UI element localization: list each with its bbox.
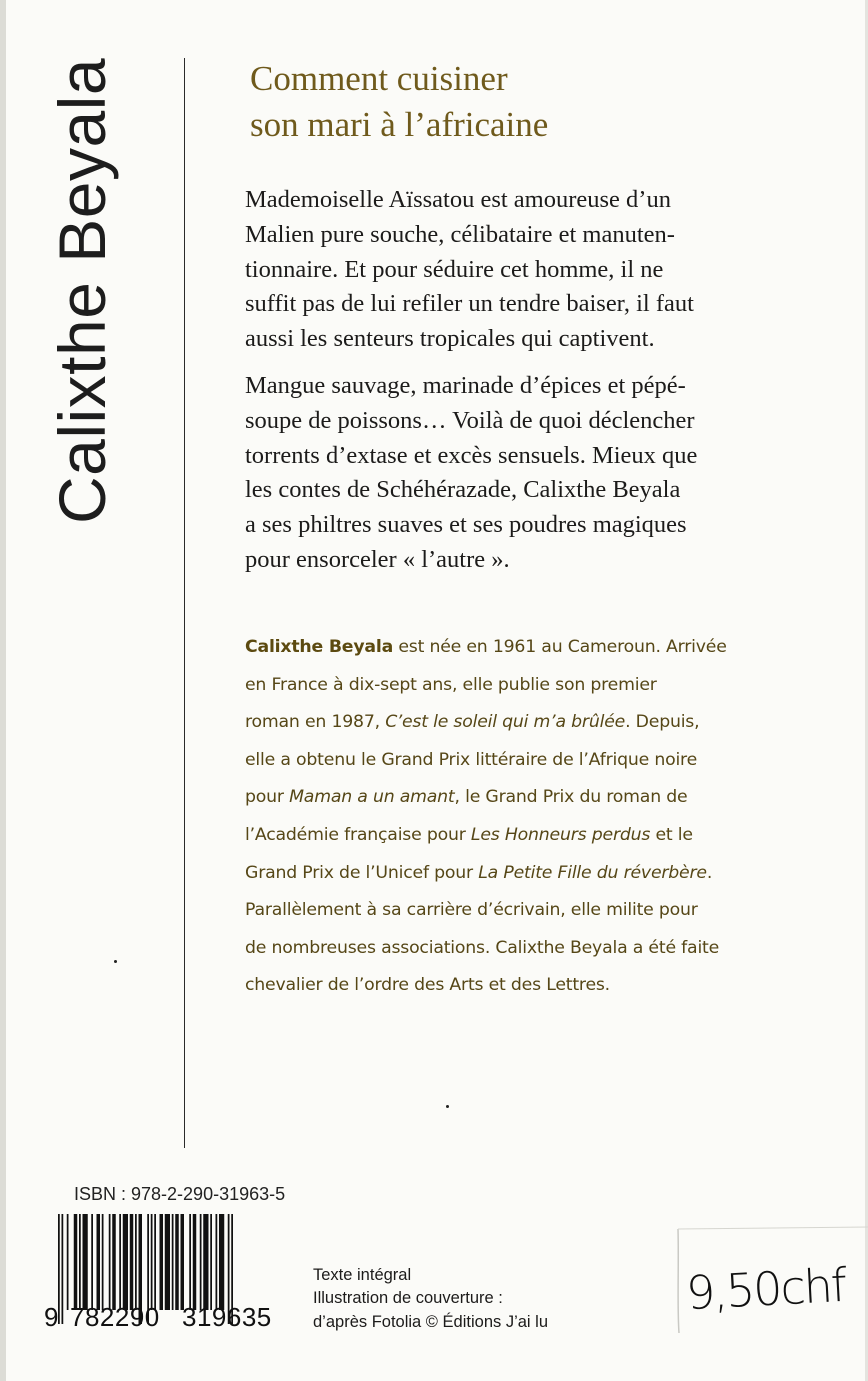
bio-line: de nombreuses associations. Calixthe Beyala a été faite [245,937,720,958]
barcode-bar [172,1214,174,1310]
barcode-bar [154,1214,156,1310]
handwritten-price: 9,50chf [684,1257,847,1321]
bio-line [245,855,825,893]
bio-book-title: La Petite Fille du réverbère [478,862,707,883]
barcode-bar [219,1214,224,1310]
barcode-bar [189,1214,191,1310]
synopsis-line: pour ensorceler « l’autre ». [245,545,510,573]
credits-line: Texte intégral [313,1266,412,1284]
barcode-bar [181,1214,185,1310]
barcode-bar [102,1214,104,1310]
barcode-digits [44,1300,294,1334]
barcode-bar [123,1214,128,1310]
synopsis-line: aussi les senteurs tropicales qui captivent. [245,325,655,353]
barcode-bar [135,1214,137,1310]
barcode-bar [112,1214,116,1310]
barcode-bar [83,1214,88,1310]
barcode-lead-digit: 9 [44,1302,59,1332]
barcode-bar [74,1214,78,1310]
author-name-text: Calixthe Beyala [45,57,119,525]
bio-line [245,779,825,817]
bio-line [245,817,825,855]
barcode-group-1: 782290 [70,1302,160,1332]
bio-text: . Depuis, [625,712,700,733]
print-speck [114,960,117,963]
synopsis-line: Mademoiselle Aïssatou est amoureuse d’un [245,186,671,213]
vertical-divider [184,58,185,1148]
barcode-bar [91,1214,93,1310]
book-title-line-1: Comment cuisiner [250,59,508,98]
barcode-bar [216,1214,218,1310]
print-speck [446,1105,449,1108]
barcode-bar [67,1214,69,1310]
bio-text: , le Grand Prix du roman de [454,787,688,808]
bio-line: Parallèlement à sa carrière d’écrivain, elle milite pour [245,900,698,921]
barcode-bar [79,1214,81,1310]
bio-book-title: Maman a un amant [289,787,455,808]
bio-text: l’Académie française pour [245,824,471,845]
bio-book-title: Les Honneurs perdus [470,824,651,845]
synopsis-line: Mangue sauvage, marinade d’épices et pépé- [245,372,686,399]
barcode-bar [165,1214,170,1310]
bio-text: pour [245,787,290,808]
author-name-vertical [27,57,137,525]
barcode-bar [193,1214,197,1310]
bio-text: roman en 1987, [245,712,386,733]
synopsis-paragraph-1 [245,183,805,357]
synopsis-line: suffit pas de lui refiler un tendre baiser, il faut [245,290,694,318]
credits-line: d’après Fotolia © Éditions J’ai lu [313,1312,549,1331]
barcode-bar [200,1214,202,1310]
credits-line: Illustration de couverture : [313,1289,503,1308]
bio-line: en France à dix-sept ans, elle publie son premier [245,674,657,695]
synopsis-paragraph-2 [245,369,805,578]
bio-line: elle a obtenu le Grand Prix littéraire de l’Afrique noire [245,749,698,770]
credits-block [313,1264,548,1334]
barcode-bar [109,1214,111,1310]
synopsis-line: les contes de Schéhérazade, Calixthe Beyala [245,476,681,504]
bio-text: est née en 1961 au Cameroun. Arrivée [393,637,727,657]
synopsis-line: tionnaire. Et pour séduire cet homme, il ne [245,255,664,283]
synopsis-line: torrents d’extase et excès sensuels. Mieux que [245,441,698,469]
barcode-bar [175,1214,179,1310]
bio-line: chevalier de l’ordre des Arts et des Lettres. [245,975,610,996]
bio-book-title: C’est le soleil qui m’a brûlée [385,712,626,733]
barcode-bar [97,1214,101,1310]
book-title-line-2: son mari à l’africaine [250,105,549,144]
bio-text: Grand Prix de l’Unicef pour [245,862,479,883]
barcode-bar [203,1214,208,1310]
bio-text: et le [650,824,693,845]
book-title [250,56,548,148]
bio-line [245,704,825,742]
barcode-bar [119,1214,121,1310]
isbn-number: ISBN : 978-2-290-31963-5 [74,1184,286,1204]
bio-line [245,629,825,667]
barcode-bar [130,1214,134,1310]
author-biography [245,629,825,1005]
scan-edge-left [0,0,6,1381]
synopsis-line: Malien pure souche, célibataire et manuten- [245,220,675,248]
barcode-bar [151,1214,153,1310]
barcode-bar [210,1214,212,1310]
barcode-group-2: 319635 [182,1302,272,1332]
synopsis-line: a ses philtres suaves et ses poudres magiques [245,511,687,539]
synopsis-line: soupe de poissons… Voilà de quoi déclencher [245,406,695,434]
bio-author-name: Calixthe Beyala [245,637,394,657]
bio-text: . [706,862,713,883]
barcode-bar [160,1214,164,1310]
